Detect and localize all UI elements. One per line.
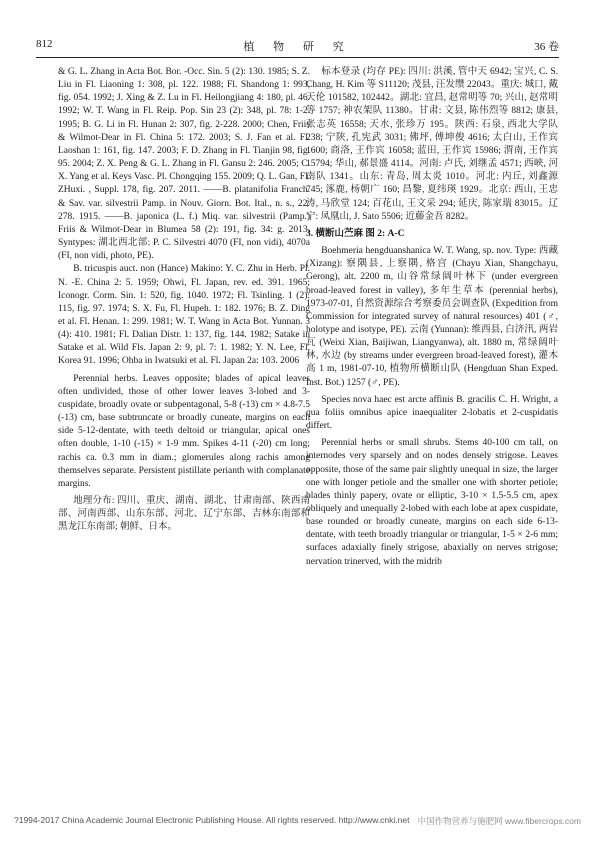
right-para-latin-diagnosis: Species nova haec est arcte affinis B. gracilis C. H. Wright, a qua foliis omnibus apice inaequaliter 2-lobatis et 2-cuspidatis differt. bbox=[306, 394, 558, 432]
left-para-description: Perennial herbs. Leaves opposite; blades of apical leaves often undivided, those of other lower leaves 3-lobed and 3-cuspidate, broadly ovate or subpentagonal, 5-8 (-13) cm × 4.8-7.5 (-13) cm, base subtruncate or broadly cuneate, margins on each side 5-12-dentate, with teeth deltoid or triangular, apical ones often double, 1-10 (-15) × 1-9 mm. Spikes 4-11 (-20) cm long; rachis ca. 0.3 mm in diam.; glomerules along rachis among themselves separate. Persistent pistillate perianth with complanate margins. bbox=[58, 373, 310, 489]
page-footer bbox=[14, 815, 581, 829]
left-para-synonymy: & G. L. Zhang in Acta Bot. Bor. -Occ. Sin. 5 (2): 130. 1985; S. Z. Liu in Fl. Liaoning 1: 308, pl. 122. 1988; Fl. Shandong 1: 993, fig. 054. 1992; J. Xing & Z. Lu in Fl. Heilongjiang 4: 180, pl. 46. 1992; W. T. Wang in Fl. Reip. Pop. Sin 23 (2): 348, pl. 78: 1-2. 1995; B. G. Li in Fl. Hunan 2: 307, fig. 2-228. 2000; Chen, Friis & Wilmot-Dear in Fl. China 5: 172. 2003; S. J. Fan et al. Fl. Laoshan 1: 161, fig. 147. 2003; F. D. Zhang in Fl. Tianjin 98, fig. 95. 2004; Z. X. Peng & G. L. Zhang in Fl. Gansu 2: 246. 2005; C. X. Yang et al. Keys Vasc. Pl. Chongqing 155. 2009; Q. L. Gan, Fl. ZHuxi. , Suppl. 178, fig. 207. 2011. ——B. platanifolia Franch. & Sav. var. silvestrii Pamp. in Nouv. Giorn. Bot. Ital., n. s., 22: 278. 1915. ——B. japonica (L. f.) Miq. var. silvestrii (Pamp.) Friis & Wilmot-Dear in Blumea 58 (2): 191, fig. 34: g. 2013. Syntypes: 湖北西北部: P. C. Silvestri 4070 (FI, non vidi), 4070a (FI, non vidi, photo, PE). bbox=[58, 67, 310, 262]
right-para-type: Boehmeria hengduanshanica W. T. Wang, sp. nov. Type: 西藏 (Xizang): 察隅县, 上察隅, 格宫 (Chayu Xian, Shangchayu, Gerong), alt. 2200 m, 山谷常绿阔叶林下 (under evergreen broad-leaved forest in valley), 多年生草本 (perennial herbs), 1973-07-01, 自然资源综合考察委员会调查队 (Expedition from Commission for integrated survey of natural resources) 401 (♂, holotype and isotype, PE). 云南 (Yunnan): 维西县, 白济汛, 两岩瓦 (Weixi Xian, Baijiwan, Liangyanwa), alt. 1880 m, 常绿阔叶林, 水边 (by streams under evergreen broad-leaved forest), 灌木高 1 m, 1981-07-10, 植物所横断山队 (Hengduan Shan Exped. Inst. Bot.) 1257 (♂, PE). bbox=[306, 246, 558, 388]
right-para-description: Perennial herbs or small shrubs. Stems 40-100 cm tall, on internodes very sparsely and on nodes densely strigose. Leaves opposite, those of the same pair slightly unequal in size, the larger one with longer petiole and the smaller one with shorter petiole; blades thinly papery, ovate or elliptic, 3-10 × 1.5-5.5 cm, apex obliquely and unequally 2-lobed with each lobe at apex cuspidate, base rounded or broadly cuneate, margins on each side 6-13-dentate, with teeth broadly triangular or triangular, 1-5 × 2-6 mm; surfaces adaxially finely strigose, abaxially on nerves strigose; nervation trinerved, with the midrib bbox=[306, 438, 558, 567]
left-para-distribution: 地理分布: 四川、重庆、湖南、湖北、甘肃南部、陕西南部、河南西部、山东东部、河北、辽宁东部、吉林东南部和黑龙江东南部; 朝鲜、日本。 bbox=[58, 496, 310, 533]
page-header bbox=[36, 38, 559, 56]
copyright-text: ?1994-2017 China Academic Journal Electronic Publishing House. All rights reserved. http://www.cnki.net bbox=[14, 815, 410, 825]
right-para-specimens: 标本登录 (均存 PE): 四川: 洪溪, 管中天 6942; 宝兴, C. S. Chang, H. Kim 等 S11120; 茂县, 汪发缵 22043。重庆: 城口, 戴天伦 101582, 102442。湖北: 宜昌, 赵常明等 70; 兴山, 赵常明等 1757; 神农架队 11380。甘肃: 文县, 陈伟烈等 8812; 康县, 张志英 16558; 天水, 张珍万 195。陕西: 石泉, 西北大学队 238; 宁陕, 孔宪武 3031; 佛坪, 傅坤俊 4616; 太白山, 王作宾 1600; 商洛, 王作宾 16058; 蓝田, 王作宾 15986; 渭南, 王作宾 15794; 华山, 郝景盛 4114。河南: 卢氏, 刘继孟 4571; 西峡, 河南队 1341。山东: 青岛, 周太炎 1010。河北: 内丘, 刘鑫源 745; 涿鹿, 杨朝广 160; 昌黎, 夏纬瑛 1929。北京: 西山, 王忠涛, 马欣堂 124; 百花山, 王文采 294; 延庆, 陈家瑞 83015。辽宁: 凤凰山, J. Sato 5506; 近藤金吾 8282。 bbox=[306, 67, 558, 222]
left-para-misapplied: B. tricuspis auct. non (Hance) Makino: Y. C. Zhu in Herb. Pl. N. -E. China 2: 5. 1959; Ohwi, Fl. Japan, rev. ed. 391. 1965; Iconogr. Corm. Sin. 1: 520, fig. 1040. 1972; Fl. Tsinling. 1 (2): 115, fig. 97. 1974; S. X. Fu, Fl. Hupeh. 1: 182. 1976; B. Z. Ding et al. Fl. Henan. 1: 299. 1981; W. T. Wang in Acta Bot. Yunnan. 3 (4): 410. 1981; Fl. Dalian Distr. 1: 137, fig. 144. 1982; Satake in Satake et al. Wild Fls. Japan 2: 9, pl. 7: 1. 1982; Y. N. Lee, Fl. Korea 91. 1996; Ohba in Iwatsuki et al. Fl. Japan 2a: 103. 2006 bbox=[58, 264, 310, 367]
journal-title: 植 物 研 究 bbox=[243, 41, 352, 53]
left-column bbox=[58, 66, 310, 534]
species-heading: 3. 横断山苎麻 图 2: A-C bbox=[306, 228, 405, 239]
volume-label: 36 卷 bbox=[534, 41, 559, 53]
header-rule bbox=[36, 57, 559, 58]
watermark-text: 中国作物营养与施肥网 www.fibercrops.com bbox=[417, 816, 581, 826]
right-column bbox=[306, 66, 558, 569]
page-number: 812 bbox=[36, 38, 53, 50]
